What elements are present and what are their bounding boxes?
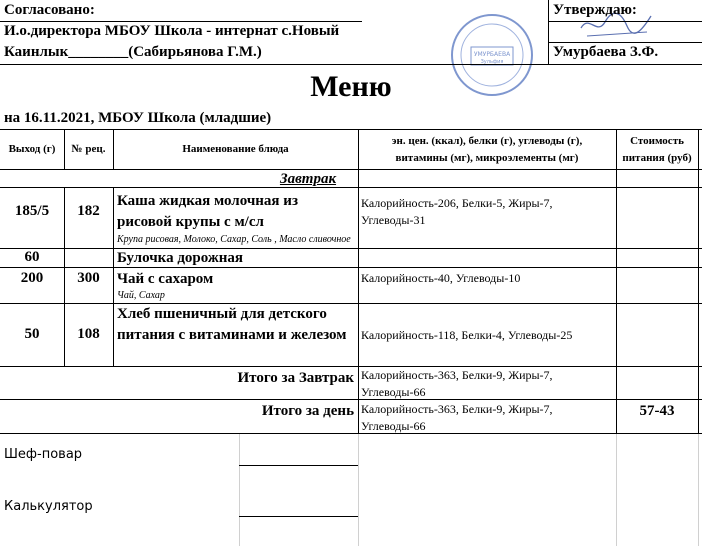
approved-label: Согласовано: xyxy=(4,2,95,18)
grid-line xyxy=(358,433,359,546)
item-dish-name: Хлеб пшеничный для детского питания с витаминами и железом xyxy=(117,306,347,343)
chef-label: Шеф-повар xyxy=(4,447,83,462)
confirm-label: Утверждаю: xyxy=(553,2,637,18)
total-day-label: Итого за день xyxy=(261,403,354,419)
grid-line xyxy=(239,433,240,546)
svg-text:УМУРБАЕВА: УМУРБАЕВА xyxy=(473,51,511,58)
calculator-signature-line xyxy=(239,516,358,517)
item-nutrition: Калорийность-40, Углеводы-10 xyxy=(361,271,521,285)
item-dish-name: Каша жидкая молочная из рисовой крупы с м/сл xyxy=(117,193,298,230)
calculator-label: Калькулятор xyxy=(4,499,93,514)
column-header-recipe: № рец. xyxy=(71,143,106,155)
column-header-cost: Стоимость xyxy=(630,135,684,147)
item-yield: 50 xyxy=(24,326,40,342)
item-nutrition: Калорийность-118, Белки-4, Углеводы-25 xyxy=(361,328,573,342)
total-breakfast-label: Итого за Завтрак xyxy=(237,370,354,386)
item-recipe: 300 xyxy=(77,270,100,286)
total-day-cost: 57-43 xyxy=(639,403,675,419)
item-recipe: 182 xyxy=(77,203,100,219)
approved-position: И.о.директора МБОУ Школа - интернат с.Новый xyxy=(4,23,340,39)
menu-subtitle: на 16.11.2021, МБОУ Школа (младшие) xyxy=(4,110,272,126)
total-breakfast-nutrition: Калорийность-363, Белки-9, Жиры-7, Углеводы-66 xyxy=(361,368,553,399)
column-header-dish: Наименование блюда xyxy=(182,143,289,155)
section-title: Завтрак xyxy=(279,171,337,187)
confirm-name: Умурбаева З.Ф. xyxy=(553,44,659,60)
item-dish-name: Булочка дорожная xyxy=(117,250,244,266)
item-ingredients: Чай, Сахар xyxy=(117,290,165,301)
item-yield: 200 xyxy=(20,270,44,286)
item-yield: 185/5 xyxy=(14,203,50,219)
column-header-yield: Выход (г) xyxy=(8,143,56,155)
page-title: Меню xyxy=(310,70,392,103)
column-header-cost-2: питания (руб) xyxy=(622,152,692,164)
column-header-nutrition: эн. цен. (ккал), белки (г), углеводы (г), xyxy=(391,135,583,147)
svg-text:Зульфия: Зульфия xyxy=(480,59,504,65)
item-recipe: 108 xyxy=(77,326,100,342)
grid-line xyxy=(616,433,617,546)
item-nutrition: Калорийность-206, Белки-5, Жиры-7, Углеводы-31 xyxy=(361,196,553,227)
item-ingredients: Крупа рисовая, Молоко, Сахар, Соль , Масло сливочное xyxy=(117,234,351,245)
column-header-nutrition-2: витамины (мг), микроэлементы (мг) xyxy=(395,152,579,164)
chef-signature-line xyxy=(239,465,358,466)
approved-name: Каинлык________(Сабирьянова Г.М.) xyxy=(4,44,262,60)
item-yield: 60 xyxy=(24,249,40,265)
grid-line xyxy=(698,433,699,546)
total-day-nutrition: Калорийность-363, Белки-9, Жиры-7, Углеводы-66 xyxy=(361,402,553,433)
item-dish-name: Чай с сахаром xyxy=(117,271,214,287)
